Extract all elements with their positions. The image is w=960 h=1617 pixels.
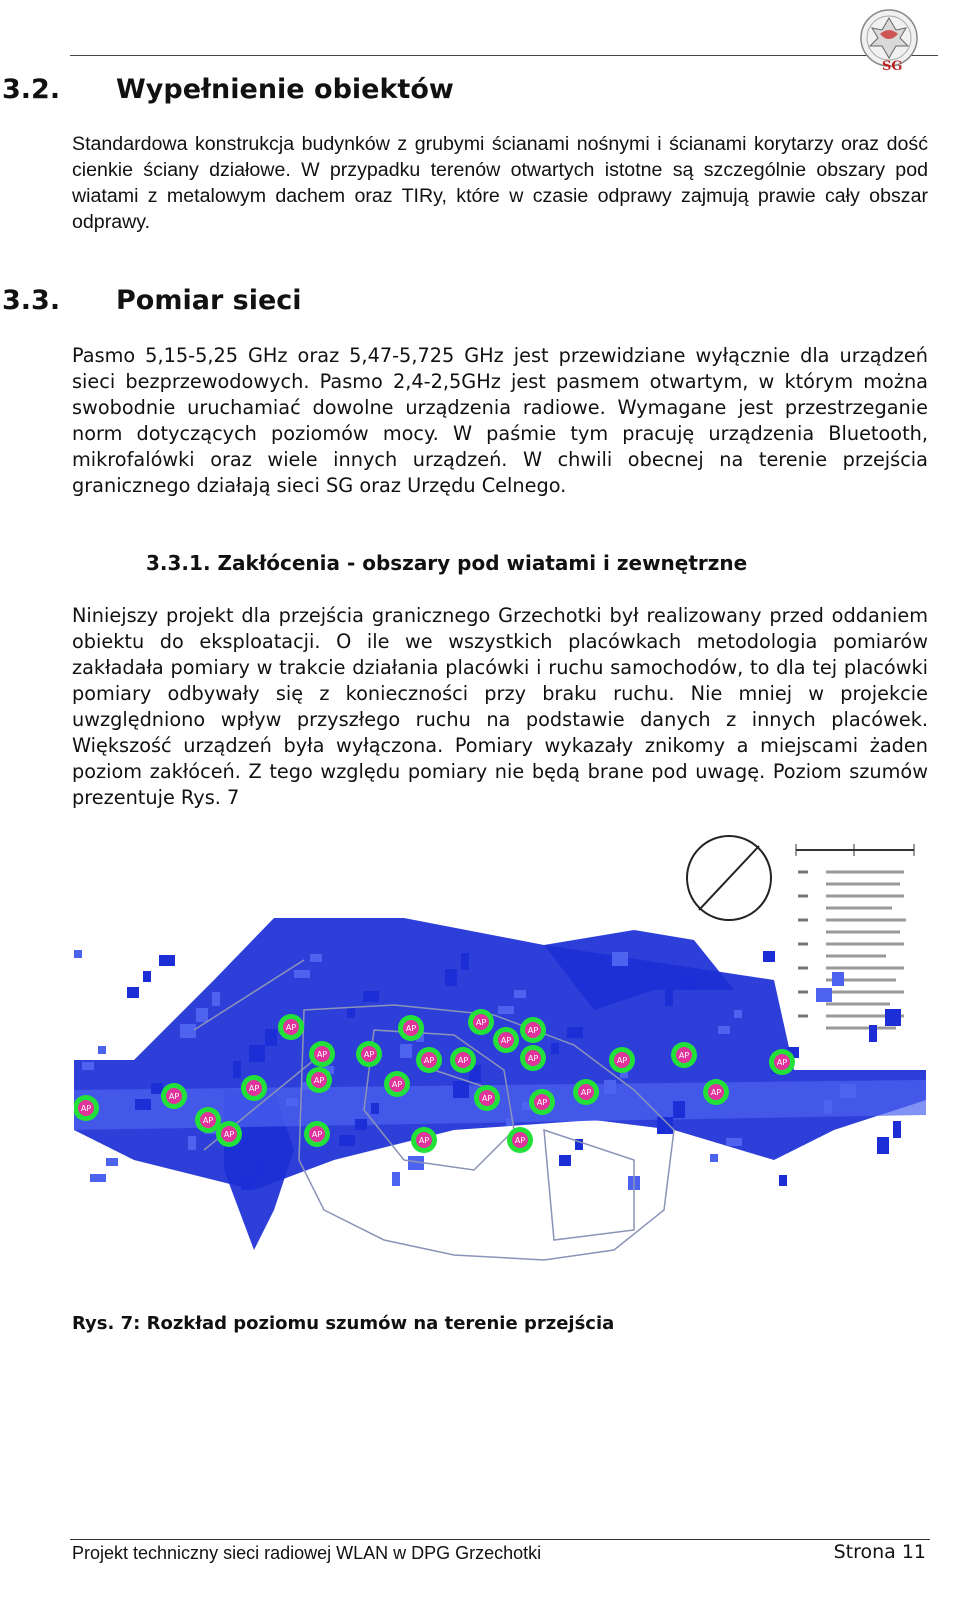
section-heading-3-3: [2, 285, 302, 316]
access-point-marker: [74, 1095, 99, 1121]
noise-pixel: [265, 1029, 277, 1046]
section-number: 3.2.: [2, 74, 61, 105]
access-point-marker: [216, 1121, 242, 1147]
access-point-marker: [468, 1009, 494, 1035]
noise-pixel: [877, 1137, 889, 1154]
noise-pixel: [567, 1027, 583, 1038]
access-point-marker: [493, 1027, 519, 1053]
noise-pixel: [445, 969, 457, 986]
noise-pixel: [249, 1045, 265, 1062]
noise-pixel: [151, 1083, 163, 1094]
access-point-marker: [520, 1045, 546, 1071]
noise-pixel: [310, 954, 322, 962]
noise-pixel: [180, 1024, 196, 1038]
noise-pixel: [681, 973, 697, 990]
noise-pixel: [840, 1084, 856, 1098]
access-point-marker: [474, 1085, 500, 1111]
access-point-marker: [241, 1075, 267, 1101]
noise-pixel: [461, 953, 469, 970]
noise-pixel: [763, 951, 775, 962]
noise-pixel: [718, 1026, 730, 1034]
access-point-label: AP: [527, 1054, 539, 1063]
section-number: 3.3.: [2, 285, 61, 316]
noise-pixel: [657, 1117, 673, 1134]
access-point-label: AP: [527, 1026, 539, 1035]
access-point-label: AP: [405, 1024, 417, 1033]
noise-pixel: [893, 1121, 901, 1138]
noise-pixel: [734, 1010, 742, 1018]
border-guard-emblem-icon: [858, 4, 920, 78]
access-point-label: AP: [363, 1050, 375, 1059]
noise-pixel: [233, 1061, 241, 1078]
access-point-label: AP: [202, 1116, 214, 1125]
access-point-marker: [398, 1015, 424, 1041]
header-rule: [70, 55, 938, 56]
access-point-marker: [671, 1042, 697, 1068]
noise-pixel: [612, 952, 628, 966]
access-point-label: AP: [316, 1050, 328, 1059]
access-point-label: AP: [80, 1104, 92, 1113]
noise-pixel: [286, 1098, 298, 1106]
paragraph-network-bands: Pasmo 5,15-5,25 GHz oraz 5,47-5,725 GHz jest przewidziane wyłącznie dla urządzeń sieci bezprzewodowych. Pasmo 2,4-2,5GHz jest pasmem otwartym, w którym można swobodnie uruchamiać dowolne urządzenia radiowe. Wymagane jest przestrzeganie norm dotyczących poziomów mocy. W paśmie tym pracuję urządzenia Bluetooth, mikrofalówki oraz wiele innych urządzeń. W chwili obecnej na terenie przejścia granicznego działają sieci SG oraz Urzędu Celnego.: [72, 344, 928, 497]
noise-pixel: [816, 988, 832, 1002]
access-point-marker: [769, 1049, 795, 1075]
noise-pixel: [665, 989, 673, 1006]
noise-pixel: [196, 1008, 208, 1022]
noise-pixel: [779, 1175, 787, 1186]
noise-pixel: [498, 1006, 514, 1014]
noise-pixel: [143, 971, 151, 982]
access-point-label: AP: [776, 1058, 788, 1067]
subsection-number: 3.3.1.: [146, 551, 211, 575]
access-point-marker: [609, 1047, 635, 1073]
figure-caption: Rys. 7: Rozkład poziomu szumów na terenie przejścia: [72, 1313, 615, 1334]
subsection-heading-3-3-1: [146, 551, 747, 575]
noise-pixel: [453, 1081, 469, 1098]
noise-pixel: [514, 990, 526, 998]
access-point-marker: [703, 1079, 729, 1105]
noise-pixel: [257, 1157, 265, 1174]
noise-pixel: [98, 1046, 106, 1054]
footer-rule: [70, 1539, 930, 1540]
noise-pixel: [392, 1172, 400, 1186]
noise-pixel: [400, 1044, 412, 1058]
noise-pixel: [106, 1158, 118, 1166]
noise-pixel: [559, 1155, 571, 1166]
section-title: Pomiar sieci: [116, 285, 302, 316]
section-title: Wypełnienie obiektów: [116, 74, 454, 105]
noise-pixel: [824, 1100, 832, 1114]
access-point-marker: [507, 1127, 533, 1153]
noise-pixel: [869, 1025, 877, 1042]
access-point-marker: [161, 1083, 187, 1109]
noise-pixel: [355, 1119, 367, 1130]
compass-icon: [687, 836, 771, 920]
noise-pixel: [90, 1174, 106, 1182]
section-heading-3-2: [2, 74, 454, 105]
noise-pixel: [726, 1138, 742, 1146]
footer-document-title: Projekt techniczny sieci radiowej WLAN w DPG Grzechotki: [72, 1543, 542, 1563]
subsection-title: Zakłócenia - obszary pod wiatami i zewnętrzne: [217, 551, 748, 575]
access-point-marker: [416, 1047, 442, 1073]
access-point-label: AP: [418, 1136, 430, 1145]
svg-text:SG: SG: [882, 59, 903, 74]
noise-pixel: [294, 970, 310, 978]
noise-pixel: [74, 950, 82, 958]
access-point-label: AP: [248, 1084, 260, 1093]
noise-pixel: [710, 1154, 718, 1162]
noise-pixel: [159, 955, 175, 966]
noise-pixel: [551, 1043, 559, 1054]
access-point-marker: [309, 1041, 335, 1067]
access-point-marker: [306, 1067, 332, 1093]
access-point-label: AP: [285, 1023, 297, 1032]
access-point-marker: [573, 1079, 599, 1105]
map-legend: [794, 836, 926, 1066]
access-point-label: AP: [423, 1056, 435, 1065]
access-point-label: AP: [580, 1088, 592, 1097]
access-point-label: AP: [457, 1056, 469, 1065]
access-point-marker: [529, 1089, 555, 1115]
noise-pixel: [371, 1103, 379, 1114]
access-point-label: AP: [616, 1056, 628, 1065]
noise-pixel: [188, 1136, 196, 1150]
access-point-label: AP: [500, 1036, 512, 1045]
access-point-label: AP: [168, 1092, 180, 1101]
noise-pixel: [604, 1080, 616, 1094]
noise-pixel: [347, 1007, 355, 1018]
access-point-marker: [304, 1121, 330, 1147]
access-point-label: AP: [710, 1088, 722, 1097]
access-point-label: AP: [514, 1136, 526, 1145]
noise-pixel: [127, 987, 139, 998]
access-point-marker: [520, 1017, 546, 1043]
access-point-label: AP: [475, 1018, 487, 1027]
access-point-marker: [384, 1071, 410, 1097]
paragraph-building-fill: Standardowa konstrukcja budynków z grubymi ścianami nośnymi i ścianami korytarzy oraz dość cienkie ściany działowe. W przypadku terenów otwartych istotne są szczególnie obszary pod wiatami z metalowym dachem oraz TIRy, które w czasie odprawy zajmują prawie cały obszar odprawy.: [72, 133, 928, 233]
noise-pixel: [885, 1009, 901, 1026]
footer-page-number: Strona 11: [833, 1541, 926, 1563]
noise-pixel: [82, 1062, 94, 1070]
access-point-marker: [411, 1127, 437, 1153]
paragraph-interference: Niniejszy projekt dla przejścia granicznego Grzechotki był realizowany przed oddaniem obiektu do eksploatacji. O ile we wszystkich placówkach metodologia pomiarów zakładała pomiary w trakcie działania placówki i ruchu samochodów, to dla tej placówki pomiary odbywały się z konieczności przy braku ruchu. Nie mniej w projekcie uwzględniono wpływ przyszłego ruchu na podstawie danych z innych placówek. Większość urządzeń była wyłączona. Pomiary wykazały znikomy a miejscami żaden poziom zakłóceń. Z tego względu pomiary nie będą brane pod uwagę. Poziom szumów prezentuje Rys. 7: [72, 604, 928, 809]
access-point-marker: [356, 1041, 382, 1067]
noise-pixel: [135, 1099, 151, 1110]
access-point-label: AP: [481, 1094, 493, 1103]
access-point-label: AP: [223, 1130, 235, 1139]
noise-pixel: [363, 991, 379, 1002]
noise-pixel: [212, 992, 220, 1006]
access-point-label: AP: [311, 1130, 323, 1139]
noise-pixel: [339, 1135, 355, 1146]
noise-pixel: [241, 1173, 253, 1190]
access-point-label: AP: [391, 1080, 403, 1089]
noise-pixel: [673, 1101, 685, 1118]
access-point-marker: [450, 1047, 476, 1073]
access-point-marker: [278, 1014, 304, 1040]
noise-map-figure: [74, 830, 926, 1272]
access-point-label: AP: [678, 1051, 690, 1060]
noise-pixel: [832, 972, 844, 986]
access-point-label: AP: [536, 1098, 548, 1107]
access-point-label: AP: [313, 1076, 325, 1085]
